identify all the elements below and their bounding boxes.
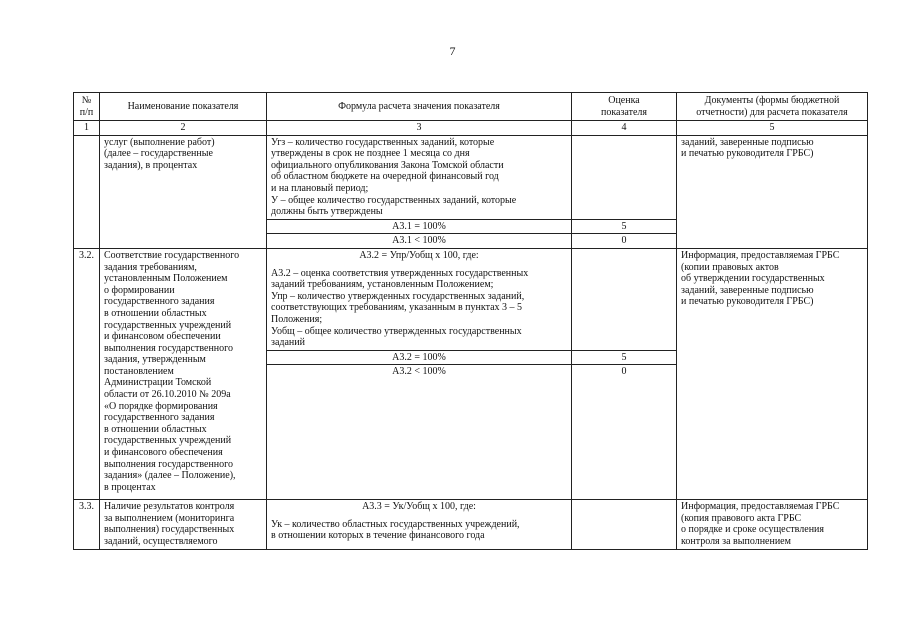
name-line: в отношении областных <box>104 423 207 435</box>
docs-line: и печатью руководителя ГРБС) <box>681 148 814 160</box>
formula-line: заданий требованиям, установленным Положением; <box>271 279 494 291</box>
docs-line: (копии правовых актов <box>681 261 779 273</box>
col-number: 4 <box>572 121 677 136</box>
name-line: задания» (далее – Положение), <box>104 470 236 482</box>
name-line: «О порядке формирования <box>104 400 218 412</box>
name-line: (далее – государственные <box>104 148 213 160</box>
formula-line: заданий <box>271 337 305 349</box>
name-line: в процентах <box>104 481 156 493</box>
formula-definition: А3.3 = Ук/Уобщ х 100, где: <box>362 501 476 513</box>
name-line: и финансового обеспечения <box>104 447 223 459</box>
header-score-line2: показателя <box>600 106 648 118</box>
col-number: 1 <box>74 121 100 136</box>
condition-cell: А3.1 < 100% <box>267 234 572 249</box>
name-line: Соответствие государственного <box>104 249 240 261</box>
header-num <box>74 93 100 121</box>
indicators-table <box>73 92 868 550</box>
col-number: 2 <box>100 121 267 136</box>
formula-definition: А3.2 = Упр/Уобщ х 100, где: <box>359 249 479 261</box>
column-number-row <box>74 121 868 136</box>
header-docs <box>677 93 868 121</box>
docs-line: заданий, заверенные подписью <box>681 136 814 148</box>
score-cell-empty <box>572 248 677 350</box>
name-line: государственного задания <box>104 296 215 308</box>
docs-line: и печатью руководителя ГРБС) <box>681 296 814 308</box>
docs-line: Информация, предоставляемая ГРБС <box>681 501 840 513</box>
docs-line: заданий, заверенные подписью <box>681 284 814 296</box>
condition-cell: А3.2 < 100% <box>267 365 572 500</box>
name-line: области от 26.10.2010 № 209а <box>104 389 231 401</box>
name-line: в отношении областных <box>104 307 207 319</box>
row-number: 3.2. <box>74 248 100 499</box>
name-line: заданий, осуществляемого <box>104 536 218 548</box>
condition-cell: А3.2 = 100% <box>267 350 572 365</box>
name-line: задания, утвержденным <box>104 354 206 366</box>
formula-line: Положения; <box>271 313 323 325</box>
name-line: выполнения государственного <box>104 342 234 354</box>
formula-cell <box>267 248 572 350</box>
name-line: выполнения государственного <box>104 458 234 470</box>
formula-line: должны быть утверждены <box>271 206 383 218</box>
name-line: установленным Положением <box>104 273 228 285</box>
score-cell-empty <box>572 500 677 549</box>
header-num-line1: № <box>81 94 92 106</box>
score-value: 5 <box>572 219 677 234</box>
formula-line: Угз – количество государственных заданий, которые <box>271 136 495 148</box>
indicator-name <box>100 248 267 499</box>
indicator-name <box>100 500 267 549</box>
formula-line: утверждены в срок не позднее 1 месяца со дня <box>271 148 470 160</box>
score-value: 5 <box>572 350 677 365</box>
formula-line: У – общее количество государственных заданий, которые <box>271 194 517 206</box>
name-line: государственных учреждений <box>104 435 232 447</box>
docs-line: Информация, предоставляемая ГРБС <box>681 249 840 261</box>
header-score <box>572 93 677 121</box>
header-row <box>74 93 868 121</box>
indicator-name <box>100 135 267 248</box>
score-value: 0 <box>572 234 677 249</box>
table-row-3-3 <box>74 500 868 549</box>
row-number: 3.3. <box>74 500 100 549</box>
formula-line: Упр – количество утвержденных государственных заданий, <box>271 290 525 302</box>
name-line: задания требованиям, <box>104 261 197 273</box>
header-score-line1: Оценка <box>608 94 640 106</box>
table-row-3-2 <box>74 248 868 350</box>
row-num-cell <box>74 135 100 248</box>
formula-line: об областном бюджете на очередной финансовый год <box>271 171 499 183</box>
formula-line: официального опубликования Закона Томской области <box>271 159 504 171</box>
page-number: 7 <box>449 44 456 58</box>
header-name: Наименование показателя <box>100 93 267 121</box>
formula-line: А3.2 – оценка соответствия утвержденных государственных <box>271 267 529 279</box>
formula-line: в отношении которых в течение финансового года <box>271 530 485 542</box>
name-line: Администрации Томской <box>104 377 212 389</box>
formula-line: Ук – количество областных государственных учреждений, <box>271 518 520 530</box>
formula-line: соответствующих требованиям, указанным в пунктах 3 – 5 <box>271 302 523 314</box>
docs-line: о порядке и сроке осуществления <box>681 524 824 536</box>
name-line: Наличие результатов контроля <box>104 501 235 513</box>
col-number: 3 <box>267 121 572 136</box>
name-line: и финансовом обеспечении <box>104 331 221 343</box>
table-row-3-1-cont <box>74 135 868 219</box>
docs-cell <box>677 248 868 499</box>
name-line: услуг (выполнение работ) <box>104 136 215 148</box>
header-formula: Формула расчета значения показателя <box>267 93 572 121</box>
header-num-line2: п/п <box>79 106 94 118</box>
docs-line: (копия правового акта ГРБС <box>681 512 802 524</box>
condition-cell: А3.1 = 100% <box>267 219 572 234</box>
docs-line: об утверждении государственных <box>681 273 825 285</box>
name-line: постановлением <box>104 365 174 377</box>
header-docs-line2: отчетности) для расчета показателя <box>696 106 848 118</box>
name-line: о формировании <box>104 284 175 296</box>
formula-cell <box>267 135 572 219</box>
docs-cell <box>677 135 868 248</box>
name-line: задания), в процентах <box>104 159 198 171</box>
name-line: государственного задания <box>104 412 215 424</box>
name-line: государственных учреждений <box>104 319 232 331</box>
name-line: выполнения) государственных <box>104 524 235 536</box>
score-cell-empty <box>572 135 677 219</box>
name-line: за выполнением (мониторинга <box>104 512 235 524</box>
formula-cell <box>267 500 572 549</box>
header-docs-line1: Документы (формы бюджетной <box>704 94 840 106</box>
col-number: 5 <box>677 121 868 136</box>
score-value: 0 <box>572 365 677 500</box>
docs-cell <box>677 500 868 549</box>
docs-line: контроля за выполнением <box>681 536 791 548</box>
formula-line: и на плановый период; <box>271 182 369 194</box>
formula-line: Уобщ – общее количество утвержденных государственных <box>271 325 522 337</box>
